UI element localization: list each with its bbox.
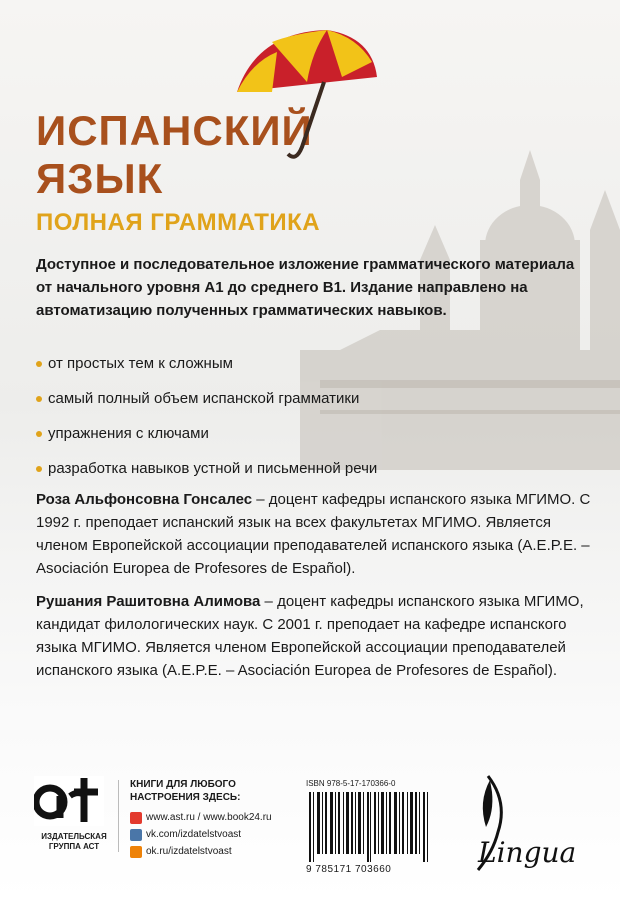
vk-link[interactable]: vk.com/izdatelstvoast — [146, 829, 242, 840]
footer-divider — [118, 780, 119, 852]
bullet-dot-icon — [36, 431, 42, 437]
bullet-dot-icon — [36, 466, 42, 472]
ok-icon — [130, 846, 142, 858]
publisher-caption: ИЗДАТЕЛЬСКАЯ ГРУППА АСТ — [41, 832, 107, 851]
list-item — [36, 423, 596, 458]
list-item — [36, 388, 596, 423]
author-bio — [36, 590, 596, 682]
lingua-imprint-logo: Lingua — [478, 836, 577, 869]
list-item-text: разработка навыков устной и письменной речи — [48, 460, 378, 477]
vk-icon — [130, 829, 142, 841]
book-subtitle: ПОЛНАЯ ГРАММАТИКА — [36, 209, 321, 236]
author-description: – доцент кафедры испанского языка МГИМО, кандидат филологических наук. С 2001 г. преподает на кафедре испанского языка МГИМО. Является членом Европейской ассоциации преподавателей испанского языка (A.E.P.E. – Asociación Europea de Profesores de Español). — [36, 593, 584, 679]
umbrella-icon — [232, 22, 382, 172]
author-name: Роза Альфонсовна Гонсалес — [36, 491, 253, 508]
feature-list — [36, 353, 596, 493]
intro-paragraph: Доступное и последовательное изложение грамматического материала от начального уровня А1 до среднего В1. Издание направлено на автоматизацию полученных грамматических навыков. — [36, 256, 575, 319]
website-link[interactable]: www.ast.ru / www.book24.ru — [146, 812, 272, 823]
list-item-text: упражнения с ключами — [48, 425, 209, 442]
author-name: Рушания Рашитовна Алимова — [36, 593, 261, 610]
ok-link[interactable]: ok.ru/izdatelstvoast — [146, 846, 232, 857]
book-title-line2: ЯЗЫК — [36, 155, 164, 202]
isbn-text: ISBN 978-5-17-170366-0 — [306, 779, 396, 788]
books-heading: КНИГИ ДЛЯ ЛЮБОГО НАСТРОЕНИЯ ЗДЕСЬ: — [130, 779, 241, 803]
barcode-number: 9 785171 703660 — [306, 864, 392, 875]
barcode-icon — [309, 792, 429, 862]
ast-publisher-logo — [34, 776, 104, 826]
bullet-dot-icon — [36, 396, 42, 402]
author-bios — [36, 488, 596, 692]
link-row-ok[interactable] — [130, 845, 232, 858]
author-bio — [36, 488, 596, 580]
globe-icon — [130, 812, 142, 824]
list-item-text: самый полный объем испанской грамматики — [48, 390, 360, 407]
list-item-text: от простых тем к сложным — [48, 355, 233, 372]
author-description: – доцент кафедры испанского языка МГИМО. С 1992 г. преподает испанский язык на всех факультетах МГИМО. Является членом Европейской ассоциации преподавателей испанского языка (A.E.P.E. – Asociación Europea de Profesores de Español). — [36, 491, 591, 577]
link-row-website[interactable] — [130, 811, 272, 824]
list-item — [36, 353, 596, 388]
link-row-vk[interactable] — [130, 828, 241, 841]
book-title-line1: ИСПАНСКИЙ — [36, 107, 313, 154]
bullet-dot-icon — [36, 361, 42, 367]
